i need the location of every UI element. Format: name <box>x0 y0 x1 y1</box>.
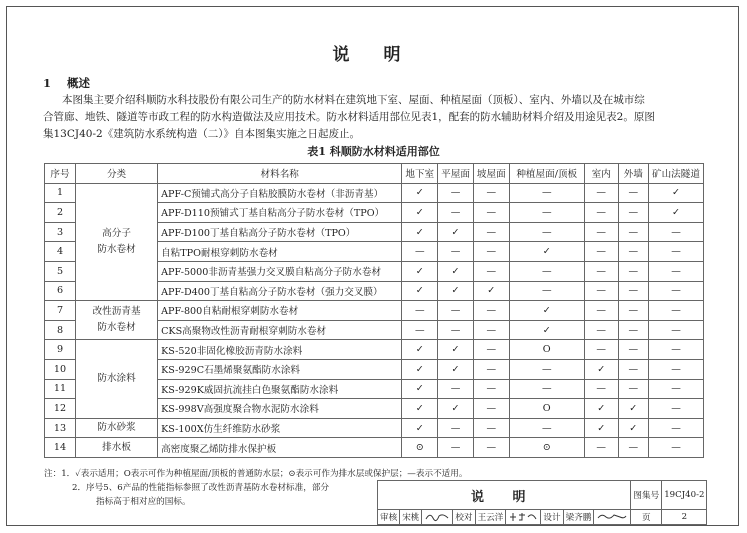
suitability-mark: — <box>648 281 703 301</box>
suitability-mark: — <box>648 261 703 281</box>
suitability-mark: — <box>438 418 474 438</box>
suitability-mark: ✓ <box>438 359 474 379</box>
suitability-mark: — <box>438 242 474 262</box>
suitability-mark: ✓ <box>509 320 584 340</box>
suitability-mark: — <box>618 222 648 242</box>
column-header: 平屋面 <box>438 164 474 184</box>
suitability-mark: — <box>402 320 438 340</box>
suitability-mark: ✓ <box>438 340 474 360</box>
row-number: 5 <box>45 261 76 281</box>
material-name: 高密度聚乙烯防排水保护板 <box>158 438 402 458</box>
paragraph-line: 本图集主要介绍科顺防水科技股份有限公司生产的防水材料在建筑地下室、屋面、种植屋面（顶板）、室内、外墙以及在城市综 <box>62 94 645 106</box>
category-label: 排水板 <box>102 441 131 453</box>
suitability-mark: — <box>584 222 618 242</box>
suitability-mark: — <box>584 320 618 340</box>
suitability-mark: ✓ <box>438 399 474 419</box>
suitability-mark: — <box>584 379 618 399</box>
suitability-mark: O <box>509 399 584 419</box>
material-name: KS-929K威固抗流挂白色聚氨酯防水涂料 <box>158 379 402 399</box>
title-block-title: 说 明 <box>378 481 631 510</box>
suitability-mark: — <box>438 203 474 223</box>
suitability-mark: ✓ <box>402 183 438 203</box>
atlas-no: 19CJ40-2 <box>662 481 707 510</box>
table-row <box>45 183 704 203</box>
suitability-mark: — <box>509 183 584 203</box>
column-header: 种植屋面/顶板 <box>509 164 584 184</box>
suitability-mark: ✓ <box>648 183 703 203</box>
reviewer-name: 宋桃 <box>400 510 422 525</box>
row-number: 2 <box>45 203 76 223</box>
material-name: KS-520非固化橡胶沥青防水涂料 <box>158 340 402 360</box>
suitability-mark: — <box>402 301 438 321</box>
suitability-mark: — <box>438 320 474 340</box>
suitability-mark: ✓ <box>618 399 648 419</box>
suitability-mark: — <box>473 438 509 458</box>
column-header: 外墙 <box>618 164 648 184</box>
table-header-row <box>45 164 704 184</box>
suitability-mark: — <box>618 379 648 399</box>
suitability-mark: — <box>618 320 648 340</box>
suitability-mark: — <box>584 261 618 281</box>
suitability-mark: — <box>473 183 509 203</box>
suitability-mark: — <box>618 301 648 321</box>
suitability-mark: — <box>584 242 618 262</box>
suitability-mark: — <box>509 418 584 438</box>
suitability-mark: — <box>648 301 703 321</box>
check-label: 校对 <box>453 510 475 525</box>
paragraph-line: 集13CJ40-2《建筑防水系统构造（二）》自本图集实施之日起废止。 <box>43 128 360 140</box>
overview-paragraph <box>43 92 722 143</box>
title-block <box>377 480 707 525</box>
suitability-mark: — <box>648 418 703 438</box>
suitability-mark: ✓ <box>584 399 618 419</box>
suitability-mark: ✓ <box>402 418 438 438</box>
suitability-mark: ⊙ <box>402 438 438 458</box>
review-label: 审核 <box>378 510 400 525</box>
column-header: 室内 <box>584 164 618 184</box>
column-header: 材料名称 <box>158 164 402 184</box>
suitability-mark: ✓ <box>438 222 474 242</box>
material-name: CKS高聚物改性沥青耐根穿刺防水卷材 <box>158 320 402 340</box>
suitability-mark: — <box>438 438 474 458</box>
material-name: APF-800自粘耐根穿刺防水卷材 <box>158 301 402 321</box>
note-2: 2．序号5、6产品的性能指标参照了改性沥青基防水卷材标准，部分 <box>72 483 330 493</box>
row-number: 10 <box>45 359 76 379</box>
suitability-mark: — <box>473 242 509 262</box>
designer-signature <box>594 510 631 525</box>
suitability-mark: O <box>509 340 584 360</box>
table-caption: 表1 科顺防水材料适用部位 <box>307 145 440 158</box>
material-name: KS-100X仿生纤维防水砂浆 <box>158 418 402 438</box>
suitability-mark: — <box>648 359 703 379</box>
suitability-mark: ⊙ <box>509 438 584 458</box>
suitability-mark: ✓ <box>402 203 438 223</box>
column-header: 分类 <box>76 164 158 184</box>
category-label: 防水涂料 <box>97 373 136 385</box>
table-row <box>45 418 704 438</box>
suitability-mark: — <box>648 222 703 242</box>
suitability-mark: — <box>402 242 438 262</box>
signature-image <box>596 511 628 522</box>
row-number: 14 <box>45 438 76 458</box>
suitability-mark: — <box>584 438 618 458</box>
suitability-mark: — <box>438 379 474 399</box>
suitability-mark: ✓ <box>618 418 648 438</box>
material-name: APF-D100丁基自粘高分子防水卷材（TPO） <box>158 222 402 242</box>
suitability-mark: — <box>648 438 703 458</box>
row-number: 7 <box>45 301 76 321</box>
suitability-mark: — <box>584 281 618 301</box>
suitability-mark: ✓ <box>584 418 618 438</box>
suitability-mark: — <box>584 340 618 360</box>
suitability-mark: — <box>473 301 509 321</box>
suitability-mark: ✓ <box>473 281 509 301</box>
material-name: 自粘TPO耐根穿刺防水卷材 <box>158 242 402 262</box>
row-number: 6 <box>45 281 76 301</box>
row-number: 3 <box>45 222 76 242</box>
suitability-mark: ✓ <box>402 261 438 281</box>
material-name: APF-5000非沥青基强力交叉膜自粘高分子防水卷材 <box>158 261 402 281</box>
material-name: KS-929C石墨烯聚氨酯防水涂料 <box>158 359 402 379</box>
suitability-mark: — <box>648 399 703 419</box>
suitability-mark: — <box>584 301 618 321</box>
suitability-mark: — <box>618 203 648 223</box>
page-number: 2 <box>662 510 707 525</box>
column-header: 矿山法隧道 <box>648 164 703 184</box>
suitability-mark: — <box>473 418 509 438</box>
checker-name: 王云洋 <box>475 510 506 525</box>
suitability-mark: ✓ <box>584 359 618 379</box>
suitability-mark: — <box>618 281 648 301</box>
row-number: 13 <box>45 418 76 438</box>
suitability-mark: — <box>584 183 618 203</box>
suitability-mark: — <box>473 359 509 379</box>
suitability-mark: ✓ <box>648 203 703 223</box>
category-cell <box>76 340 158 418</box>
row-number: 8 <box>45 320 76 340</box>
note-1: 注：1．✓表示适用；O表示可作为种植屋面/顶板的普通防水层；⊙表示可作为排水层或保护层；—表示不适用。 <box>44 469 468 479</box>
row-number: 12 <box>45 399 76 419</box>
signature-image <box>424 511 450 522</box>
suitability-mark: ✓ <box>509 301 584 321</box>
materials-table <box>44 163 704 458</box>
suitability-mark: — <box>473 320 509 340</box>
page-label: 页 <box>631 510 662 525</box>
table-row <box>45 301 704 321</box>
category-cell <box>76 418 158 438</box>
suitability-mark: — <box>584 203 618 223</box>
suitability-mark: — <box>509 379 584 399</box>
suitability-mark: — <box>509 203 584 223</box>
note-2-continued: 指标高于相对应的国标。 <box>96 497 191 507</box>
material-name: APF-D400丁基自粘高分子防水卷材（强力交叉膜） <box>158 281 402 301</box>
paragraph-line: 合管廊、地铁、隧道等市政工程的防水构造做法及应用技术。防水材料适用部位见表1，配套的防水辅助材料介绍及用途见表2。原图 <box>43 111 655 123</box>
category-cell <box>76 301 158 340</box>
suitability-mark: — <box>648 242 703 262</box>
suitability-mark: ✓ <box>438 281 474 301</box>
suitability-mark: — <box>473 399 509 419</box>
material-name: APF-C预铺式高分子自粘胶膜防水卷材（非沥青基） <box>158 183 402 203</box>
suitability-mark: ✓ <box>402 281 438 301</box>
suitability-mark: — <box>618 359 648 379</box>
suitability-mark: — <box>473 203 509 223</box>
design-label: 设计 <box>541 510 563 525</box>
suitability-mark: — <box>509 359 584 379</box>
column-header: 坡屋面 <box>473 164 509 184</box>
suitability-mark: — <box>618 242 648 262</box>
column-header: 序号 <box>45 164 76 184</box>
section-title: 概述 <box>67 76 91 90</box>
checker-signature <box>506 510 541 525</box>
suitability-mark: — <box>509 281 584 301</box>
row-number: 9 <box>45 340 76 360</box>
suitability-mark: ✓ <box>509 242 584 262</box>
suitability-mark: ✓ <box>402 379 438 399</box>
row-number: 1 <box>45 183 76 203</box>
material-name: APF-D110预铺式丁基自粘高分子防水卷材（TPO） <box>158 203 402 223</box>
suitability-mark: — <box>473 379 509 399</box>
suitability-mark: ✓ <box>402 222 438 242</box>
suitability-mark: ✓ <box>402 399 438 419</box>
suitability-mark: — <box>618 438 648 458</box>
category-label: 防水砂浆 <box>97 422 136 434</box>
section-heading <box>43 75 106 91</box>
suitability-mark: ✓ <box>438 261 474 281</box>
page-title: 说 明 <box>332 45 415 65</box>
row-number: 4 <box>45 242 76 262</box>
designer-name: 梁齐鹏 <box>563 510 594 525</box>
suitability-mark: — <box>438 183 474 203</box>
suitability-mark: ✓ <box>402 340 438 360</box>
suitability-mark: — <box>648 320 703 340</box>
suitability-mark: — <box>509 222 584 242</box>
suitability-mark: — <box>618 261 648 281</box>
atlas-no-label: 图集号 <box>631 481 662 510</box>
material-name: KS-998V高强度聚合物水泥防水涂料 <box>158 399 402 419</box>
category-label: 防水卷材 <box>97 243 136 255</box>
suitability-mark: — <box>473 261 509 281</box>
reviewer-signature <box>422 510 453 525</box>
category-cell <box>76 183 158 301</box>
suitability-mark: — <box>618 183 648 203</box>
suitability-mark: — <box>648 340 703 360</box>
category-cell <box>76 438 158 458</box>
category-label: 改性沥青基 <box>92 306 141 318</box>
category-label: 高分子 <box>102 227 131 239</box>
suitability-mark: — <box>473 340 509 360</box>
signature-image <box>508 511 538 522</box>
table-row <box>45 438 704 458</box>
suitability-mark: — <box>473 222 509 242</box>
suitability-mark: — <box>648 379 703 399</box>
category-label: 防水卷材 <box>97 322 136 334</box>
column-header: 地下室 <box>402 164 438 184</box>
row-number: 11 <box>45 379 76 399</box>
section-number: 1 <box>43 76 52 90</box>
suitability-mark: — <box>509 261 584 281</box>
suitability-mark: ✓ <box>402 359 438 379</box>
suitability-mark: — <box>438 301 474 321</box>
suitability-mark: — <box>618 340 648 360</box>
table-row <box>45 340 704 360</box>
